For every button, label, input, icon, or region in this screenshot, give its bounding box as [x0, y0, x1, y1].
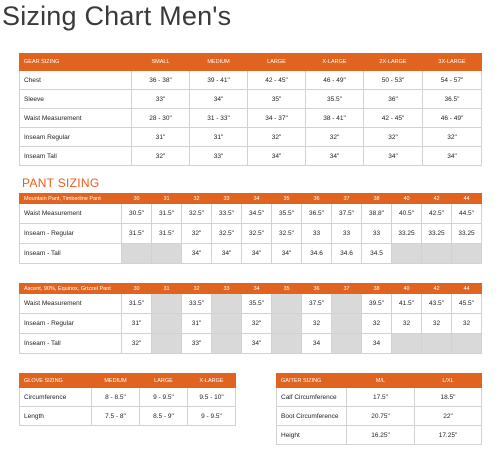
- pant2-header-cell: 38: [362, 284, 392, 294]
- gear-header-cell: LARGE: [248, 54, 306, 71]
- table-cell: 31.5": [152, 224, 182, 244]
- pant1-header-cell: 38: [362, 194, 392, 204]
- table-cell: 32.5": [182, 204, 212, 224]
- table-cell: 31": [190, 128, 248, 147]
- table-row: [20, 407, 236, 426]
- table-cell: 32: [422, 314, 452, 334]
- table-row: [20, 90, 482, 109]
- table-cell: 31.5": [122, 224, 152, 244]
- pant-sizing-heading: PANT SIZING: [22, 176, 100, 190]
- table-cell: 34": [248, 147, 306, 166]
- table-cell: 34": [306, 147, 364, 166]
- table-row: [20, 128, 482, 147]
- table-cell: 33: [332, 224, 362, 244]
- table-cell: 42 - 45": [248, 71, 306, 90]
- row-label: Inseam - Regular: [20, 314, 122, 334]
- pant1-header-cell: 44: [452, 194, 482, 204]
- gear-header-cell: MEDIUM: [190, 54, 248, 71]
- pant1-header-cell: 37: [332, 194, 362, 204]
- pant2-header-cell: 37: [332, 284, 362, 294]
- table-cell: [212, 334, 242, 354]
- table-cell: 42 - 45": [364, 109, 423, 128]
- table-cell: [332, 334, 362, 354]
- glove-header-cell: MEDIUM: [92, 374, 140, 388]
- table-cell: 33.25: [452, 224, 482, 244]
- table-row: [277, 388, 482, 407]
- table-cell: 32": [122, 334, 152, 354]
- table-cell: 9.5 - 10": [188, 388, 236, 407]
- pant2-header-cell: 40: [392, 284, 422, 294]
- table-cell: 43.5": [422, 294, 452, 314]
- pant2-header-cell: 33: [212, 284, 242, 294]
- table-cell: 40.5": [392, 204, 422, 224]
- glove-header-cell: X-LARGE: [188, 374, 236, 388]
- row-label: Calf Circumference: [277, 388, 347, 407]
- table-cell: 34": [190, 90, 248, 109]
- pant2-header-cell: 32: [182, 284, 212, 294]
- pant2-header-cell: 35: [272, 284, 302, 294]
- table-cell: 32.5": [212, 224, 242, 244]
- table-cell: 39 - 41": [190, 71, 248, 90]
- table-cell: 54 - 57": [423, 71, 482, 90]
- table-cell: 35.5": [272, 204, 302, 224]
- pant2-header-cell: 31: [152, 284, 182, 294]
- table-cell: 32": [248, 128, 306, 147]
- glove-header-row: [20, 374, 236, 388]
- row-label: Sleeve: [20, 90, 132, 109]
- row-label: Inseam Tall: [20, 147, 132, 166]
- table-cell: 34: [362, 334, 392, 354]
- table-cell: 20.75": [347, 407, 415, 426]
- gear-header-cell: SMALL: [132, 54, 190, 71]
- table-row: [20, 314, 482, 334]
- pant1-header-cell: 36: [302, 194, 332, 204]
- table-cell: 50 - 53": [364, 71, 423, 90]
- table-cell: 34.5: [362, 244, 392, 264]
- table-cell: 32": [182, 224, 212, 244]
- table-cell: 31": [132, 128, 190, 147]
- row-label: Waist Measurement: [20, 294, 122, 314]
- table-cell: 34": [364, 147, 423, 166]
- row-label: Inseam - Regular: [20, 224, 122, 244]
- row-label: Chest: [20, 71, 132, 90]
- table-cell: 36": [364, 90, 423, 109]
- gear-header-cell: GEAR SIZING: [20, 54, 132, 71]
- table-cell: 32": [132, 147, 190, 166]
- table-cell: 38.8": [362, 204, 392, 224]
- pant2-header-cell: 44: [452, 284, 482, 294]
- table-cell: 30.5": [122, 204, 152, 224]
- pant1-header-row: [20, 194, 482, 204]
- table-cell: 32": [306, 128, 364, 147]
- table-cell: 35": [248, 90, 306, 109]
- table-cell: 33: [302, 224, 332, 244]
- table-cell: [152, 244, 182, 264]
- table-cell: 32.5": [242, 224, 272, 244]
- table-cell: 8 - 8.5": [92, 388, 140, 407]
- table-cell: 33.5": [182, 294, 212, 314]
- table-cell: 32: [452, 314, 482, 334]
- gear-header-row: [20, 54, 482, 71]
- table-cell: [452, 334, 482, 354]
- table-cell: 22": [415, 407, 482, 426]
- gear-header-cell: 3X-LARGE: [423, 54, 482, 71]
- table-cell: 33": [132, 90, 190, 109]
- pant2-header-cell: 42: [422, 284, 452, 294]
- pant1-header-cell: 35: [272, 194, 302, 204]
- pant2-header-row: [20, 284, 482, 294]
- pant1-header-cell: 40: [392, 194, 422, 204]
- pant1-header-cell: 32: [182, 194, 212, 204]
- page-title: Sizing Chart Men's: [2, 1, 232, 31]
- table-cell: 33: [362, 224, 392, 244]
- pant2-header-cell: 36: [302, 284, 332, 294]
- table-cell: [212, 314, 242, 334]
- table-cell: 32.5": [272, 224, 302, 244]
- pant-sizing-table-2: [19, 283, 482, 354]
- table-cell: [122, 244, 152, 264]
- table-cell: 34.6: [332, 244, 362, 264]
- table-cell: 34": [272, 244, 302, 264]
- gaiter-header-row: [277, 374, 482, 388]
- table-cell: 32: [392, 314, 422, 334]
- pant-sizing-table-1: [19, 193, 482, 264]
- table-cell: 36 - 38": [132, 71, 190, 90]
- table-cell: 17.5": [347, 388, 415, 407]
- table-cell: 46 - 49": [306, 71, 364, 90]
- table-cell: 42.5": [422, 204, 452, 224]
- table-cell: 33": [182, 334, 212, 354]
- table-row: [277, 407, 482, 426]
- glove-sizing-table: [19, 373, 236, 426]
- pant1-header-cell: 34: [242, 194, 272, 204]
- table-cell: 35.5": [306, 90, 364, 109]
- pant1-header-cell: 31: [152, 194, 182, 204]
- gaiter-header-cell: L/XL: [415, 374, 482, 388]
- table-cell: 37.5": [332, 204, 362, 224]
- table-row: [20, 334, 482, 354]
- table-cell: 31": [182, 314, 212, 334]
- table-cell: 35.5": [242, 294, 272, 314]
- table-cell: 31.5": [122, 294, 152, 314]
- table-cell: [212, 294, 242, 314]
- table-cell: 33.25: [422, 224, 452, 244]
- row-label: Waist Measurement: [20, 204, 122, 224]
- table-cell: 34.6: [302, 244, 332, 264]
- table-cell: [272, 334, 302, 354]
- table-cell: [422, 334, 452, 354]
- table-cell: [272, 294, 302, 314]
- gaiter-header-cell: M/L: [347, 374, 415, 388]
- table-cell: 34": [423, 147, 482, 166]
- glove-header-cell: GLOVE SIZING: [20, 374, 92, 388]
- table-cell: 8.5 - 9": [140, 407, 188, 426]
- table-row: [20, 244, 482, 264]
- table-row: [20, 109, 482, 128]
- row-label: Inseam Regular: [20, 128, 132, 147]
- table-cell: 31.5": [152, 204, 182, 224]
- table-cell: [152, 334, 182, 354]
- pant1-header-cell: 42: [422, 194, 452, 204]
- table-row: [20, 388, 236, 407]
- table-cell: 38 - 41": [306, 109, 364, 128]
- table-cell: 39.5": [362, 294, 392, 314]
- table-cell: 31 - 33": [190, 109, 248, 128]
- table-row: [20, 204, 482, 224]
- table-row: [20, 71, 482, 90]
- row-label: Height: [277, 426, 347, 445]
- row-label: Boot Circumference: [277, 407, 347, 426]
- table-cell: 34": [212, 244, 242, 264]
- pant1-header-cell: 30: [122, 194, 152, 204]
- glove-header-cell: LARGE: [140, 374, 188, 388]
- table-cell: [422, 244, 452, 264]
- table-cell: [332, 294, 362, 314]
- table-row: [277, 426, 482, 445]
- pant2-header-cell: 30: [122, 284, 152, 294]
- table-cell: 46 - 49": [423, 109, 482, 128]
- gear-header-cell: 2X-LARGE: [364, 54, 423, 71]
- table-cell: 16.25": [347, 426, 415, 445]
- table-cell: 36.5": [302, 204, 332, 224]
- table-cell: 28 - 30": [132, 109, 190, 128]
- pant2-header-cell: Ascent, 90%, Equinox, Grizzel Pant: [20, 284, 122, 294]
- table-cell: 31": [122, 314, 152, 334]
- table-cell: 36.5": [423, 90, 482, 109]
- table-cell: [272, 314, 302, 334]
- table-row: [20, 294, 482, 314]
- gear-header-cell: X-LARGE: [306, 54, 364, 71]
- table-cell: [332, 314, 362, 334]
- table-cell: 9 - 9.5": [188, 407, 236, 426]
- table-cell: 34": [242, 244, 272, 264]
- gaiter-sizing-table: [276, 373, 482, 445]
- table-cell: [452, 244, 482, 264]
- row-label: Circumference: [20, 388, 92, 407]
- row-label: Waist Measurement: [20, 109, 132, 128]
- table-cell: 18.5": [415, 388, 482, 407]
- gear-sizing-table: [19, 53, 482, 166]
- table-cell: 32": [242, 314, 272, 334]
- table-cell: [152, 294, 182, 314]
- table-cell: [152, 314, 182, 334]
- table-cell: 33.25: [392, 224, 422, 244]
- table-cell: 33.5": [212, 204, 242, 224]
- table-cell: 44.5": [452, 204, 482, 224]
- row-label: Length: [20, 407, 92, 426]
- table-cell: 34.5": [242, 204, 272, 224]
- table-cell: 33": [190, 147, 248, 166]
- table-cell: 32": [423, 128, 482, 147]
- pant2-header-cell: 34: [242, 284, 272, 294]
- table-row: [20, 224, 482, 244]
- table-row: [20, 147, 482, 166]
- table-cell: [392, 334, 422, 354]
- table-cell: 41.5": [392, 294, 422, 314]
- table-cell: 17.25": [415, 426, 482, 445]
- table-cell: 9 - 9.5": [140, 388, 188, 407]
- table-cell: 34": [242, 334, 272, 354]
- row-label: Inseam - Tall: [20, 244, 122, 264]
- pant1-header-cell: Mountain Pant, Timberline Pant: [20, 194, 122, 204]
- table-cell: 32: [362, 314, 392, 334]
- pant1-header-cell: 33: [212, 194, 242, 204]
- table-cell: 37.5": [302, 294, 332, 314]
- table-cell: [392, 244, 422, 264]
- table-cell: 34 - 37": [248, 109, 306, 128]
- table-cell: 34: [302, 334, 332, 354]
- table-cell: 45.5": [452, 294, 482, 314]
- table-cell: 32: [302, 314, 332, 334]
- table-cell: 7.5 - 8": [92, 407, 140, 426]
- gaiter-header-cell: GAITER SIZING: [277, 374, 347, 388]
- table-cell: 34": [182, 244, 212, 264]
- table-cell: 32": [364, 128, 423, 147]
- row-label: Inseam - Tall: [20, 334, 122, 354]
